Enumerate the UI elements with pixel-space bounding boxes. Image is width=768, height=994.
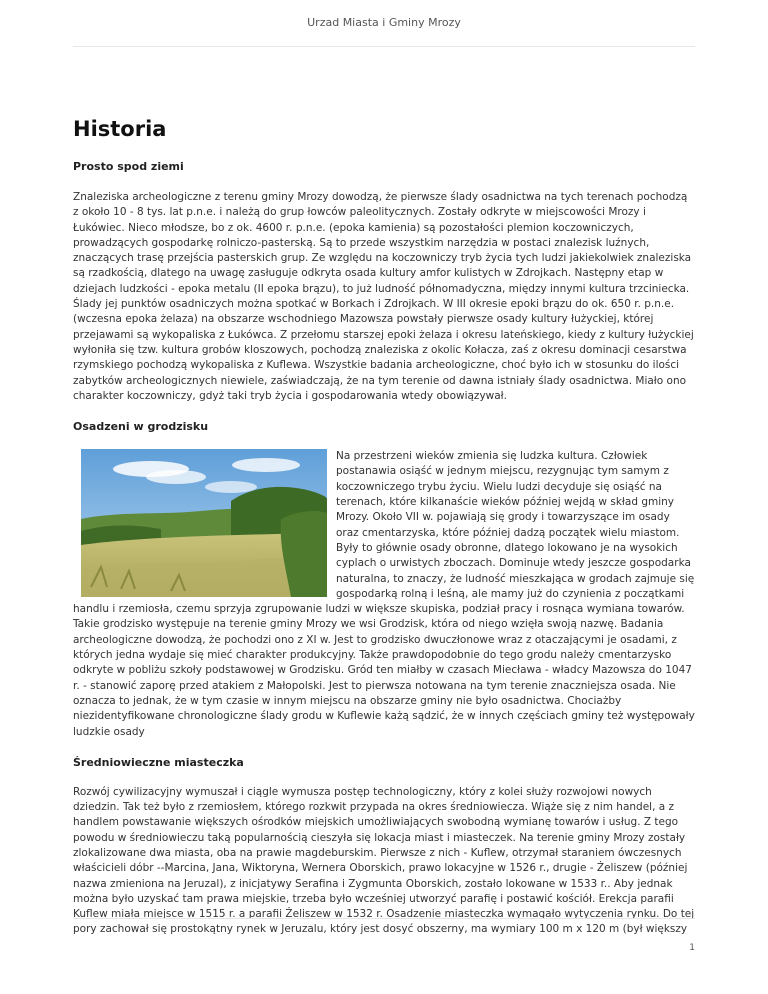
section-text-prosto-spod-ziemi: Znaleziska archeologiczne z terenu gminy Mrozy dowodzą, że pierwsze ślady osadnictwa na tych terenach pochodzą z około 10 - 8 tys. lat p.n.e. i należą do grup łowców paleolitycznych. Zostały odkryte w miejscowości Mrozy i Łukówiec. Nieco młodsze, bo z ok. 4600 r. p.n.e. (epoka kamienia) są pozostałości plemion koczowniczych, prowadzących gospodarkę rolniczo-pasterską. Są to przede wszystkim narzędzia w postaci znalezisk luźnych, znaczących trasę przejścia pasterskich grup. Ze względu na koczowniczy tryb życia tych ludzi jakiekolwiek znaleziska są rzadkością, dlatego na uwagę zasługuje odkryta osada kultury amfor kulistych w Zdrojkach. Następny etap w dziejach ludzkości - epoka metalu (II epoka brązu), to już ludność półnomadyczna, między innymi kultura trzciniecka. Ślady jej punktów osadniczych można spotkać w Borkach i Zdrojkach. W III okresie epoki brązu do ok. 650 r. p.n.e. (wczesna epoka żelaza) na obszarze wschodniego Mazowsza powstały pierwsze osady kultury łużyckiej, której przejawami są wykopaliska z Łukówca. Z przełomu starszej epoki żelaza i okresu lateńskiego, kiedy z kultury łużyckiej wyłoniła się tzw. kultura grobów kloszowych, pochodzą znaleziska z okolic Kołacza, zaś z okresu dominacji cesarstwa rzymskiego pochodzą wykopaliska z Kuflewa. Wszystkie badania archeologiczne, choć było ich w stosunku do ilości zabytków archeologicznych niewiele, zaświadczają, że na tym terenie od dawna istniały ślady osadnictwa. Miało ono charakter koczowniczy, gdyż taki tryb życia i gospodarowania wtedy obowiązywał. (73, 191, 694, 402)
page-title: Historia (73, 117, 167, 141)
section-body-osadzeni-w-grodzisku (73, 449, 695, 740)
page-footer (73, 918, 695, 953)
section-heading-prosto-spod-ziemi: Prosto spod ziemi (73, 160, 184, 173)
section-text-osadzeni-w-grodzisku: Na przestrzeni wieków zmienia się ludzka kultura. Człowiek postanawia osiąść w jednym miejscu, rezygnując tym samym z koczowniczego trybu życiu. Wielu ludzi decyduje się osiąść na terenach, które kilkanaście wieków później wejdą w skład gminy Mrozy. Około VII w. pojawiają się grody i towarzyszące im osady oraz cmentarzyska, które później dadzą początek wielu miastom. Były to głównie osady obronne, dlatego lokowano je na wysokich cyplach o urwistych zboczach. Dominuje wtedy jeszcze gospodarka naturalna, to znaczy, że ludność mieszkająca w grodach zajmuje się gospodarką rolną i leśną, ale mamy już do czynienia z początkami handlu i rzemiosła, czemu sprzyja zgrupowanie ludzi w większe skupiska, podział pracy i rosnąca wymiana towarów. Takie grodzisko występuje na terenie gminy Mrozy we wsi Grodzisk, która od niego wzięła swoją nazwę. Badania archeologiczne dowodzą, że pochodzi ono z XI w. Jest to grodzisko dwuczłonowe wraz z otaczającymi je osadami, z których jedna wydaje się mieć charakter produkcyjny. Także prawdopodobnie do tego grodu należy cmentarzysko odkryte w pobliżu szkoły podstawowej w Grodzisku. Gród ten miałby w czasach Miecława - władcy Mazowsza do 1047 r. - stanowić zaporę przed atakiem z Małopolski. Jest to pierwsza notowana na tym terenie znaczniejsza osada. Nie oznacza to jednak, że w tym czasie w innym miejscu na obszarze gminy nie było osadnictwa. Chociażby niezidentyfikowane chronologiczne ślady grodu w Kuflewie każą sądzić, że w innych częściach gminy też występowały ludzkie osady (73, 450, 695, 738)
section-heading-sredniowieczne-miasteczka: Średniowieczne miasteczka (73, 755, 244, 769)
landscape-photo (81, 449, 327, 597)
article-content (73, 112, 695, 938)
section-heading-osadzeni-w-grodzisku: Osadzeni w grodzisku (73, 420, 209, 434)
section-text-sredniowieczne-miasteczka: Rozwój cywilizacyjny wymuszał i ciągle wymusza postęp technologiczny, który z kolei służy rozwojowi nowych dziedzin. Tak też było z rzemiosłem, którego rozkwit przypada na okres średniowiecza. Wiąże się z nim handel, a z handlem powstawanie większych ośrodków miejskich umożliwiających swobodną wymianę towarów i usług. Z tego powodu w średniowieczu taką popularnością cieszyła się lokacja miast i miasteczek. Na terenie gminy Mrozy zostały zlokalizowane dwa miasta, oba na prawie magdeburskim. Pierwsze z nich - Kuflew, otrzymał staraniem ówczesnych właścicieli dóbr --Marcina, Jana, Wiktoryna, Wernera Oborskich, prawo lokacyjne w 1526 r., drugie - Żeliszew (później nazwa zmieniona na Jeruzal), z inicjatywy Serafina i Zygmunta Oborskich, zostało lokowane w 1533 r.. Aby jednak można było uzyskać tam prawa miejskie, trzeba było wcześniej utworzyć parafię i postawić kościół. Erekcja parafii Kuflew miała miejsce w 1515 r. a parafii Żeliszew w 1532 r. Osadzenie miasteczka wymagało wytyczenia rynku. Do tej pory zachował się prostokątny rynek w Jeruzalu, który jest dosyć obszerny, ma wymiary 100 m x 120 m (był większy (73, 785, 695, 936)
page-header: Urzad Miasta i Gminy Mrozy (73, 0, 695, 47)
page-number: 1 (689, 943, 695, 953)
landscape-photo-image (81, 449, 327, 597)
